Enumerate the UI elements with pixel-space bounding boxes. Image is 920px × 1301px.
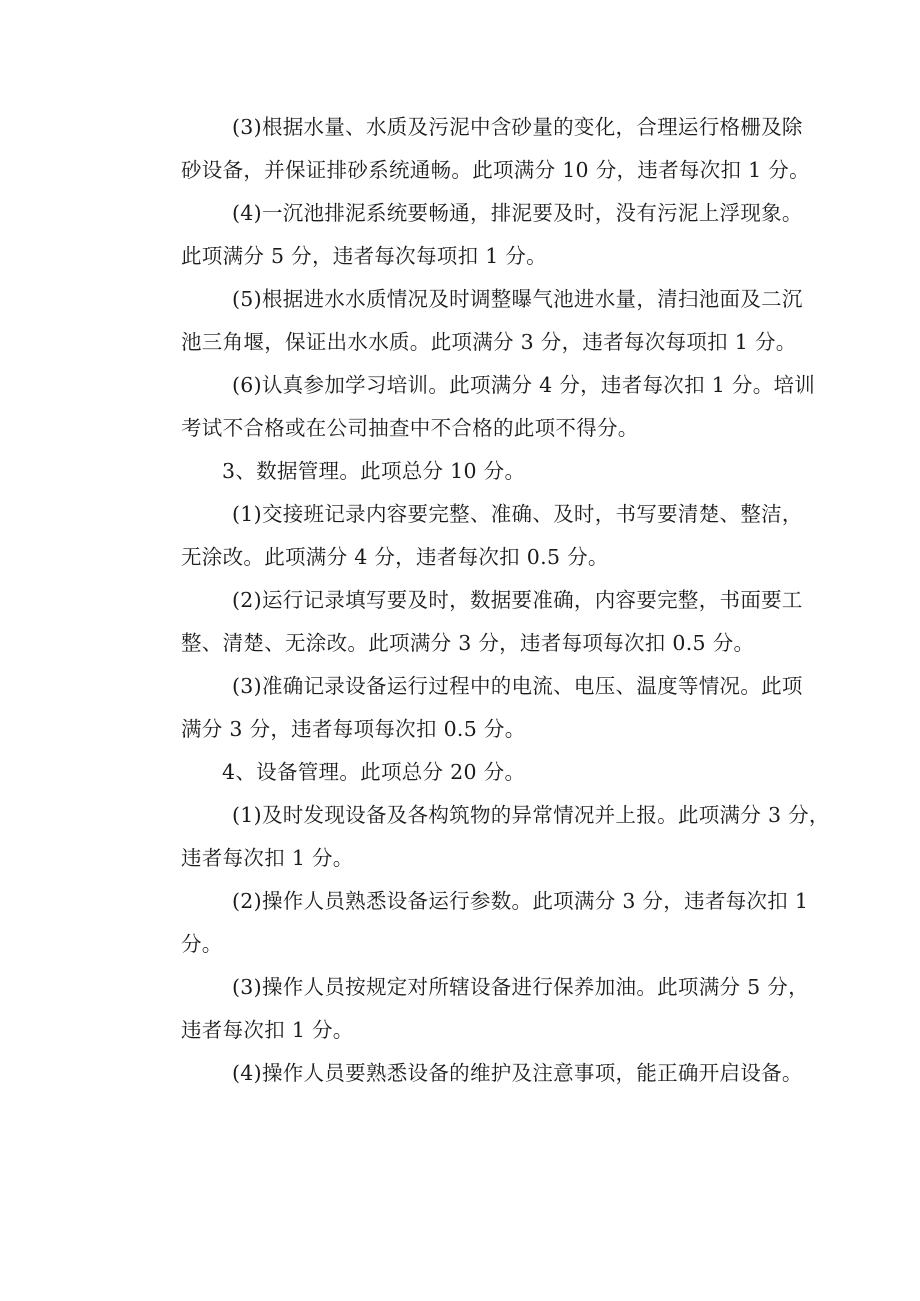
paragraph-startup (140, 1052, 803, 1095)
paragraph-line: (3)根据水量、水质及污泥中含砂量的变化，合理运行格栅及除 (232, 115, 803, 139)
paragraph-line: 考试不合格或在公司抽查中不合格的此项不得分。 (181, 416, 639, 440)
paragraph-maintenance (140, 966, 809, 1052)
paragraph-line: 满分 3 分，违者每项每次扣 0.5 分。 (181, 717, 526, 741)
section-heading-line: 3、数据管理。此项总分 10 分。 (222, 459, 526, 483)
paragraph-line: 违者每次扣 1 分。 (181, 846, 354, 870)
paragraph-parameters (140, 880, 809, 966)
section-heading-line: 4、设备管理。此项总分 20 分。 (222, 760, 526, 784)
document-body (140, 106, 830, 1095)
paragraph-line: (5)根据进水水质情况及时调整曝气池进水量，清扫池面及二沉 (232, 287, 803, 311)
paragraph-line: 池三角堰，保证出水水质。此项满分 3 分，违者每次每项扣 1 分。 (181, 330, 797, 354)
paragraph-electrical-record (140, 665, 803, 751)
paragraph-line: (1)交接班记录内容要完整、准确、及时，书写要清楚、整洁， (232, 502, 803, 526)
paragraph-sand-removal (140, 106, 810, 192)
paragraph-aeration (140, 278, 803, 364)
section-heading-equipment-management (140, 751, 800, 794)
paragraph-line: 分。 (181, 932, 223, 956)
paragraph-line: (2)操作人员熟悉设备运行参数。此项满分 3 分，违者每次扣 1 (232, 889, 809, 913)
paragraph-operation-record (140, 579, 803, 665)
paragraph-line: (2)运行记录填写要及时，数据要准确，内容要完整，书面要工 (232, 588, 803, 612)
paragraph-line: 违者每次扣 1 分。 (181, 1018, 354, 1042)
paragraph-line: 砂设备，并保证排砂系统通畅。此项满分 10 分，违者每次扣 1 分。 (181, 158, 810, 182)
paragraph-line: (6)认真参加学习培训。此项满分 4 分，违者每次扣 1 分。培训 (232, 373, 816, 397)
paragraph-training (140, 364, 816, 450)
paragraph-line: 此项满分 5 分，违者每次每项扣 1 分。 (181, 244, 547, 268)
paragraph-line: (4)一沉池排泥系统要畅通，排泥要及时，没有污泥上浮现象。 (232, 201, 803, 225)
paragraph-line: (3)准确记录设备运行过程中的电流、电压、温度等情况。此项 (232, 674, 803, 698)
paragraph-sedimentation (140, 192, 803, 278)
paragraph-line: (1)及时发现设备及各构筑物的异常情况并上报。此项满分 3 分， (232, 803, 830, 827)
paragraph-shift-record (140, 493, 803, 579)
paragraph-anomaly-report (140, 794, 830, 880)
paragraph-line: (4)操作人员要熟悉设备的维护及注意事项，能正确开启设备。 (232, 1061, 803, 1085)
paragraph-line: 整、清楚、无涂改。此项满分 3 分，违者每项每次扣 0.5 分。 (181, 631, 755, 655)
paragraph-line: 无涂改。此项满分 4 分，违者每次扣 0.5 分。 (181, 545, 609, 569)
paragraph-line: (3)操作人员按规定对所辖设备进行保养加油。此项满分 5 分， (232, 975, 809, 999)
section-heading-data-management (140, 450, 800, 493)
